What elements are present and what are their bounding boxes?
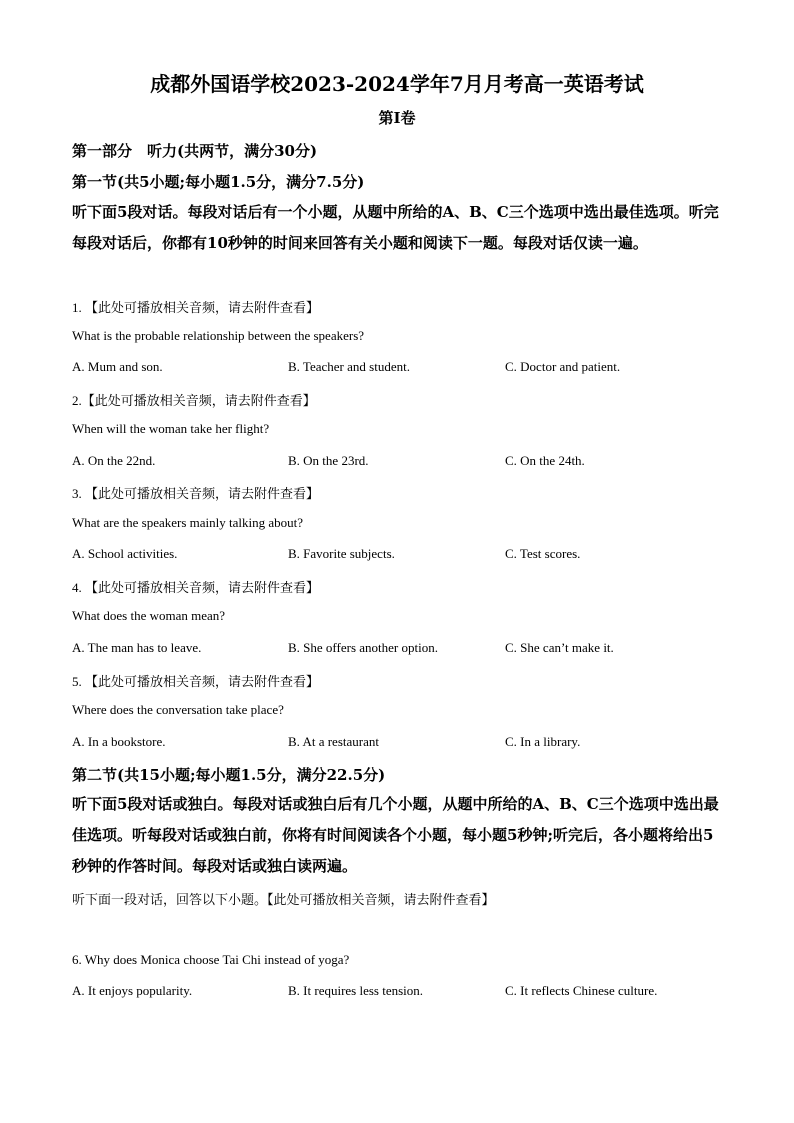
q6-option-b: B. It requires less tension. (288, 983, 424, 998)
q6-option-c: C. It reflects Chinese culture. (505, 983, 658, 998)
q5-option-a: A. In a bookstore. (72, 734, 166, 749)
audio-note-4[interactable]: 4. 【此处可播放相关音频，请去附件查看】 (72, 580, 320, 595)
q2-option-a: A. On the 22nd. (72, 453, 156, 468)
q3-option-a: A. School activities. (72, 546, 178, 561)
question-6-stem: 6. Why does Monica choose Tai Chi instead of yoga? (72, 952, 350, 967)
section1-heading: 第一节(共5小题;每小题1.5分，满分7.5分) (72, 173, 365, 191)
section1-instructions: 听下面5段对话。每段对话后有一个小题，从题中所给的A、B、C三个选项中选出最佳选项。听完每段对话后，你都有10秒钟的时间来回答有关小题和阅读下一题。每段对话仅读一遍。 (72, 203, 719, 252)
question-3-stem: What are the speakers mainly talking about? (72, 515, 304, 530)
q4-option-b: B. She offers another option. (288, 640, 438, 655)
q1-option-c: C. Doctor and patient. (505, 359, 621, 374)
question-1-stem: What is the probable relationship between the speakers? (72, 328, 365, 343)
question-2-stem: When will the woman take her flight? (72, 421, 270, 436)
exam-title: 成都外国语学校2023-2024学年7月月考高一英语考试 (150, 72, 644, 96)
q1-option-a: A. Mum and son. (72, 359, 163, 374)
section2-heading: 第二节(共15小题;每小题1.5分，满分22.5分) (72, 766, 386, 784)
section2-instructions: 听下面5段对话或独白。每段对话或独白后有几个小题，从题中所给的A、B、C三个选项中选出最佳选项。听每段对话或独白前，你将有时间阅读各个小题，每小题5秒钟;听完后，各小题将给出5秒钟的作答时间。每段对话或独白读两遍。 (72, 795, 719, 875)
question-4-stem: What does the woman mean? (72, 608, 226, 623)
q2-option-b: B. On the 23rd. (288, 453, 369, 468)
q3-option-c: C. Test scores. (505, 546, 581, 561)
volume-label: 第I卷 (378, 109, 416, 127)
audio-note-2[interactable]: 2.【此处可播放相关音频，请去附件查看】 (72, 393, 316, 408)
question-5-stem: Where does the conversation take place? (72, 702, 284, 717)
audio-note-1[interactable]: 1. 【此处可播放相关音频，请去附件查看】 (72, 300, 320, 315)
q1-option-b: B. Teacher and student. (288, 359, 410, 374)
q2-option-c: C. On the 24th. (505, 453, 585, 468)
q5-option-b: B. At a restaurant (288, 734, 379, 749)
q3-option-b: B. Favorite subjects. (288, 546, 395, 561)
audio-note-5[interactable]: 5. 【此处可播放相关音频，请去附件查看】 (72, 674, 320, 689)
q4-option-c: C. She can’t make it. (505, 640, 614, 655)
dialogue-note[interactable]: 听下面一段对话，回答以下小题。【此处可播放相关音频，请去附件查看】 (72, 892, 495, 907)
q5-option-c: C. In a library. (505, 734, 581, 749)
q6-option-a: A. It enjoys popularity. (72, 983, 193, 998)
part1-heading: 第一部分 听力(共两节，满分30分) (72, 142, 318, 160)
q4-option-a: A. The man has to leave. (72, 640, 202, 655)
audio-note-3[interactable]: 3. 【此处可播放相关音频，请去附件查看】 (72, 486, 320, 501)
